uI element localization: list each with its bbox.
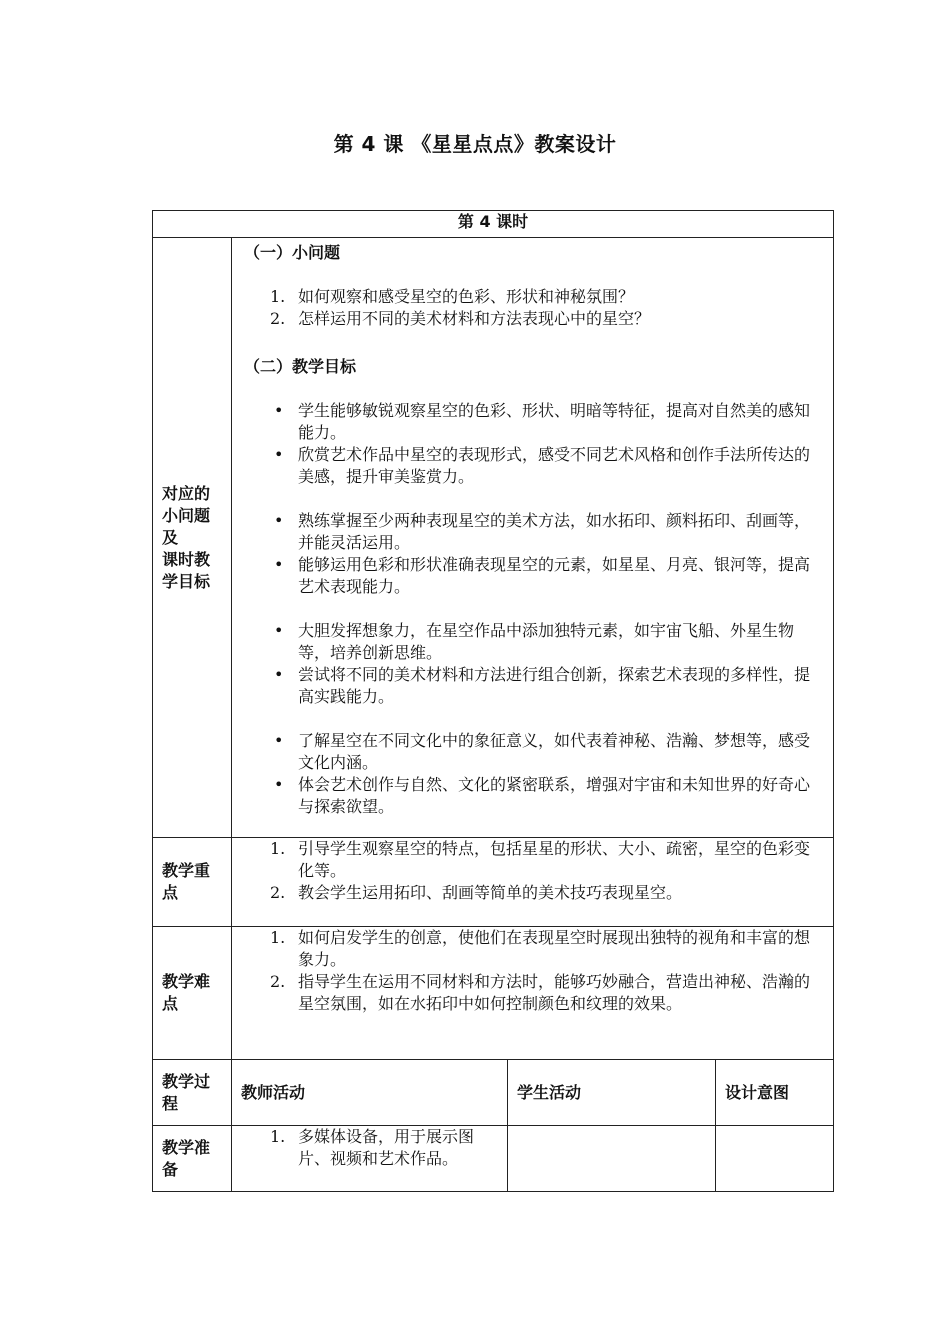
goals-content <box>232 238 834 838</box>
list-item: • 尝试将不同的美术材料和方法进行组合创新，探索艺术表现的多样性，提高实践能力。 <box>232 664 833 708</box>
list-item: • 大胆发挥想象力，在星空作品中添加独特元素，如宇宙飞船、外星生物等，培养创新思维。 <box>232 620 833 664</box>
list-item: 2. 指导学生在运用不同材料和方法时，能够巧妙融合，营造出神秘、浩瀚的星空氛围，如在水拓印中如何控制颜色和纹理的效果。 <box>270 972 811 1013</box>
goals-group-1 <box>232 400 833 488</box>
prep-intent-cell <box>716 1126 834 1192</box>
list-item: • 学生能够敏锐观察星空的色彩、形状、明暗等特征，提高对自然美的感知能力。 <box>232 400 833 444</box>
list-item: • 能够运用色彩和形状准确表现星空的元素，如星星、月亮、银河等，提高艺术表现能力。 <box>232 554 833 598</box>
process-label: 教学过 程 <box>153 1060 232 1126</box>
list-item: • 熟练掌握至少两种表现星空的美术方法，如水拓印、颜料拓印、刮画等，并能灵活运用。 <box>232 510 833 554</box>
key-points-label: 教学重 点 <box>153 838 232 927</box>
lesson-plan-table <box>152 210 834 1192</box>
prep-teacher-cell <box>232 1126 508 1192</box>
goals-label: 对应的 小问题 及 课时教 学目标 <box>153 238 232 838</box>
list-item: 1. 如何观察和感受星空的色彩、形状和神秘氛围？ <box>270 287 635 306</box>
list-item: 1. 如何启发学生的创意，使他们在表现星空时展现出独特的视角和丰富的想象力。 <box>270 928 811 969</box>
design-intent-header: 设计意图 <box>716 1060 834 1126</box>
table-header: 第 4 课时 <box>153 211 834 238</box>
goals-group-3 <box>232 620 833 708</box>
prep-student-cell <box>508 1126 716 1192</box>
list-item: 2. 教会学生运用拓印、刮画等简单的美术技巧表现星空。 <box>270 883 683 902</box>
goals-group-4 <box>232 730 833 818</box>
difficulties-content <box>232 927 834 1060</box>
key-points-content <box>232 838 834 927</box>
list-item: • 体会艺术创作与自然、文化的紧密联系，增强对宇宙和未知世界的好奇心与探索欲望。 <box>232 774 833 818</box>
teacher-activity-header: 教师活动 <box>232 1060 508 1126</box>
goals-group-2 <box>232 510 833 598</box>
list-item: 2. 怎样运用不同的美术材料和方法表现心中的星空？ <box>270 309 651 328</box>
section-questions-title: （一）小问题 <box>244 243 341 262</box>
section-goals-title: （二）教学目标 <box>244 357 357 376</box>
list-item: • 了解星空在不同文化中的象征意义，如代表着神秘、浩瀚、梦想等，感受文化内涵。 <box>232 730 833 774</box>
difficulties-label: 教学难 点 <box>153 927 232 1060</box>
list-item: • 欣赏艺术作品中星空的表现形式，感受不同艺术风格和创作手法所传达的美感，提升审美鉴赏力。 <box>232 444 833 488</box>
prep-label: 教学准 备 <box>153 1126 232 1192</box>
document-title: 第 4 课 《星星点点》教案设计 <box>333 132 617 156</box>
list-item: 1. 引导学生观察星空的特点，包括星星的形状、大小、疏密，星空的色彩变化等。 <box>270 839 811 880</box>
student-activity-header: 学生活动 <box>508 1060 716 1126</box>
questions-list <box>232 286 833 330</box>
list-item: 1. 多媒体设备，用于展示图片、视频和艺术作品。 <box>270 1127 475 1168</box>
